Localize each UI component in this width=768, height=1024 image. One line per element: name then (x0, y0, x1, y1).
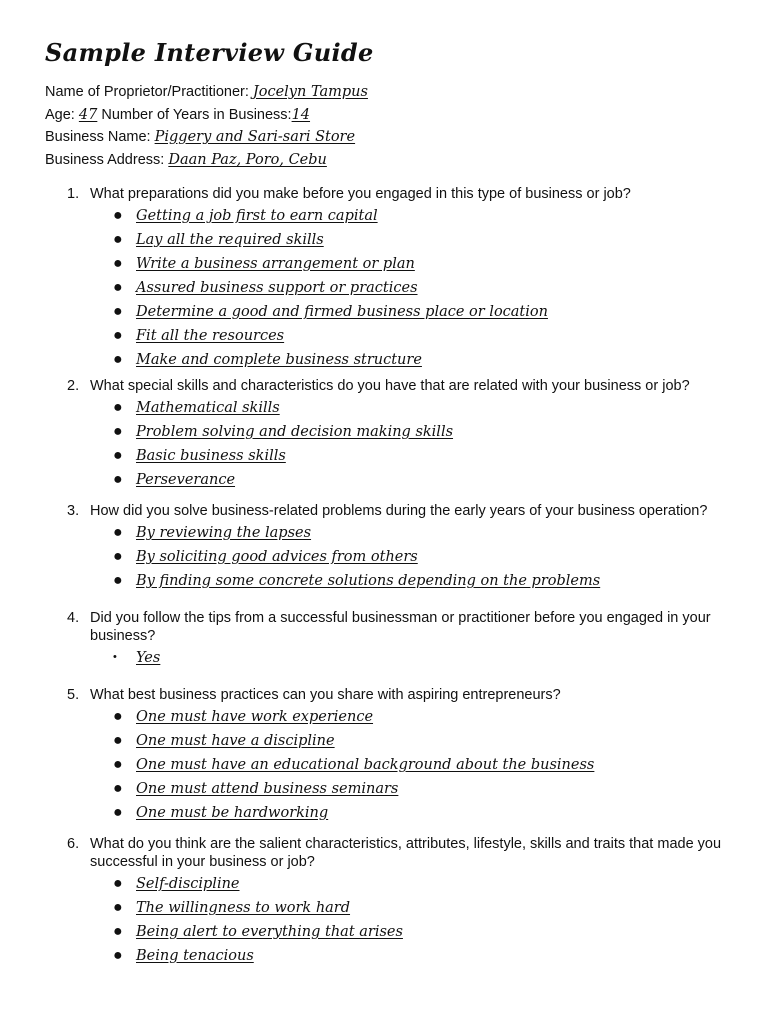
years-label: Number of Years in Business: (101, 106, 292, 123)
question-text: Did you follow the tips from a successful businessman or practitioner before you engaged in your business? (90, 610, 711, 644)
question-text: How did you solve business-related problems during the early years of your business operation? (90, 503, 708, 519)
bullet-icon: ● (113, 255, 123, 272)
answer-text: Yes (136, 650, 161, 666)
bullet-icon: ● (113, 207, 123, 224)
answer-item (113, 569, 728, 593)
answer-item (113, 396, 728, 420)
bullet-icon: ● (113, 899, 123, 916)
answer-text: Lay all the required skills (136, 232, 324, 248)
answer-text: By soliciting good advices from others (136, 549, 418, 565)
answer-item (113, 252, 728, 276)
age-years-line (45, 104, 728, 127)
answer-item (113, 545, 728, 569)
bullet-icon: ● (113, 231, 123, 248)
bullet-icon: ● (113, 947, 123, 964)
answer-text: By finding some concrete solutions depending on the problems (136, 573, 601, 589)
answer-item (113, 468, 728, 492)
bullet-icon: ● (113, 423, 123, 440)
bullet-icon: ● (113, 708, 123, 725)
bullet-icon: ● (113, 327, 123, 344)
answer-text: Self-discipline (136, 876, 240, 892)
answer-text: One must have work experience (136, 709, 374, 725)
bullet-icon: ● (113, 923, 123, 940)
answer-text: Being tenacious (136, 948, 254, 964)
age-label: Age: (45, 106, 75, 123)
answer-item (113, 801, 728, 825)
answer-text: By reviewing the lapses (136, 525, 312, 541)
business-name-value: Piggery and Sari-sari Store (154, 129, 356, 145)
answer-list (90, 396, 728, 492)
answer-list (90, 705, 728, 825)
business-name-line (45, 126, 728, 149)
answer-item (113, 348, 728, 372)
answer-item (113, 444, 728, 468)
question-text: What best business practices can you share with aspiring entrepreneurs? (90, 687, 561, 703)
answer-item (113, 276, 728, 300)
spacer (45, 492, 728, 502)
question-item (45, 686, 728, 825)
business-address-value: Daan Paz, Poro, Cebu (168, 151, 327, 168)
answer-item (113, 920, 728, 944)
bullet-icon: ● (113, 303, 123, 320)
answer-text: Perseverance (136, 472, 236, 488)
answer-list (90, 646, 728, 670)
answer-item (113, 705, 728, 729)
answer-item (113, 521, 728, 545)
question-number: 2. (67, 378, 80, 394)
answer-list (90, 872, 728, 968)
answer-text: One must attend business seminars (136, 781, 399, 797)
spacer (45, 670, 728, 686)
bullet-icon: ● (113, 399, 123, 416)
answer-text: Being alert to everything that arises (136, 924, 403, 940)
business-address-label: Business Address: (45, 151, 165, 168)
bullet-icon: ● (113, 351, 123, 368)
proprietor-label: Name of Proprietor/Practitioner: (45, 84, 249, 100)
question-item (45, 609, 728, 670)
answer-item (113, 420, 728, 444)
proprietor-line (45, 81, 728, 104)
answer-text: The willingness to work hard (136, 900, 351, 916)
bullet-icon: ● (113, 471, 123, 488)
bullet-icon: ● (113, 572, 123, 589)
bullet-icon: ● (113, 804, 123, 821)
question-number: 3. (67, 503, 80, 519)
answer-list (90, 204, 728, 372)
answer-text: Determine a good and firmed business place or location (136, 304, 548, 320)
spacer (45, 593, 728, 609)
question-number: 4. (67, 610, 80, 626)
answer-text: One must be hardworking (136, 805, 329, 821)
bullet-icon: ● (113, 780, 123, 797)
question-item (45, 185, 728, 372)
question-item (45, 502, 728, 593)
answer-text: Problem solving and decision making skills (136, 424, 454, 440)
bullet-icon: ● (113, 524, 123, 541)
question-list (45, 185, 728, 968)
answer-text: Assured business support or practices (136, 280, 418, 296)
answer-item (113, 324, 728, 348)
business-address-line (45, 149, 728, 172)
answer-text: Make and complete business structure (136, 352, 422, 368)
question-text: What do you think are the salient characteristics, attributes, lifestyle, skills and traits that made you successful in your business or job? (90, 836, 722, 870)
answer-text: Mathematical skills (136, 400, 280, 416)
answer-item (113, 228, 728, 252)
business-name-label: Business Name: (45, 129, 151, 145)
answer-text: One must have an educational background about the business (136, 757, 595, 773)
answer-item (113, 300, 728, 324)
answer-item (113, 729, 728, 753)
question-item (45, 377, 728, 492)
bullet-icon: ● (113, 279, 123, 296)
question-item (45, 835, 728, 968)
age-value: 47 (78, 106, 98, 123)
answer-text: Fit all the resources (136, 328, 285, 344)
bullet-icon: ● (113, 756, 123, 773)
question-number: 6. (67, 836, 80, 852)
answer-item (113, 204, 728, 228)
question-text: What preparations did you make before you engaged in this type of business or job? (90, 186, 631, 202)
answer-text: One must have a discipline (136, 733, 335, 749)
spacer (45, 825, 728, 835)
answer-item (113, 777, 728, 801)
answer-text: Getting a job first to earn capital (136, 208, 378, 224)
answer-item (113, 646, 728, 670)
answer-item (113, 872, 728, 896)
bullet-icon: ● (113, 447, 123, 464)
bullet-icon: ● (113, 548, 123, 565)
answer-item (113, 753, 728, 777)
bullet-icon: • (113, 651, 117, 663)
question-number: 5. (67, 687, 80, 703)
answer-item (113, 896, 728, 920)
years-value: 14 (291, 106, 311, 123)
answer-list (90, 521, 728, 593)
answer-item (113, 944, 728, 968)
document-title: Sample Interview Guide (45, 38, 374, 67)
question-number: 1. (67, 186, 80, 202)
bullet-icon: ● (113, 732, 123, 749)
bullet-icon: ● (113, 875, 123, 892)
proprietor-value: Jocelyn Tampus (252, 84, 368, 100)
answer-text: Write a business arrangement or plan (136, 256, 415, 272)
answer-text: Basic business skills (136, 448, 286, 464)
question-text: What special skills and characteristics do you have that are related with your business or job? (90, 378, 690, 394)
